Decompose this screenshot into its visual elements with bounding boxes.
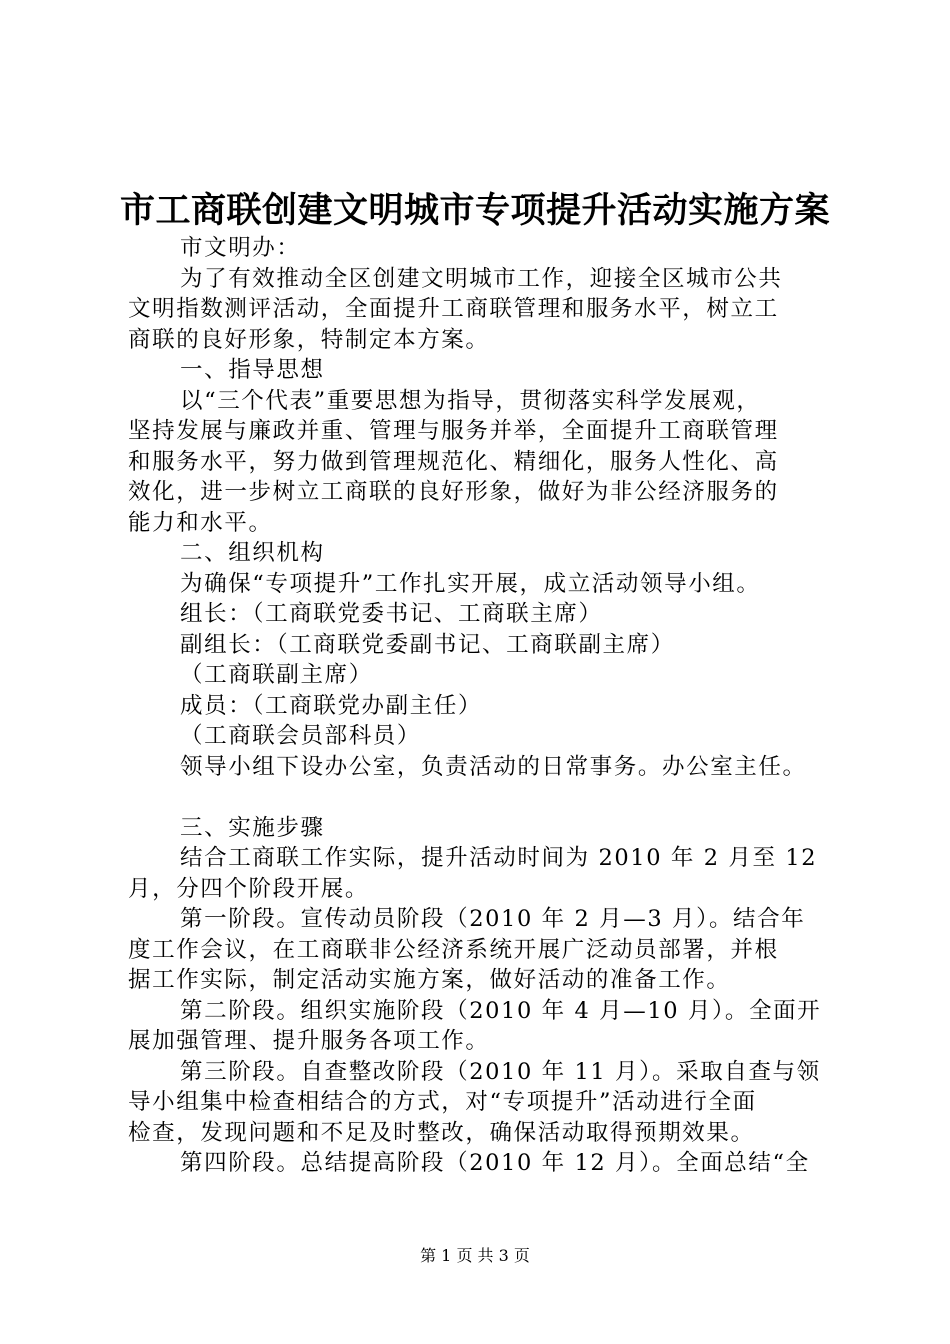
text-line: 为了有效推动全区创建文明城市工作，迎接全区城市公共 — [180, 265, 783, 292]
text-line: 月，分四个阶段开展。 — [128, 875, 370, 902]
page-footer: 第 1 页 共 3 页 — [420, 1246, 530, 1265]
text-line: 领导小组下设办公室，负责活动的日常事务。办公室主任。 — [180, 753, 807, 780]
text-line: 和服务水平，努力做到管理规范化、精细化，服务人性化、高 — [128, 448, 779, 475]
text-line: 结合工商联工作实际，提升活动时间为 2010 年 2 月至 12 — [180, 845, 818, 871]
text-line: 度工作会议，在工商联非公经济系统开展广泛动员部署，并根 — [128, 936, 779, 963]
text-line: 第四阶段。总结提高阶段（2010 年 12 月）。全面总结“全 — [180, 1150, 810, 1176]
text-line: （工商联会员部科员） — [180, 723, 422, 749]
text-line: 第二阶段。组织实施阶段（2010 年 4 月—10 月）。全面开 — [180, 997, 822, 1024]
document-title: 市工商联创建文明城市专项提升活动实施方案 — [119, 190, 830, 231]
text-line: 市文明办： — [180, 235, 301, 261]
text-line: 副组长：（工商联党委副书记、工商联副主席） — [180, 631, 675, 658]
text-line: （工商联副主席） — [180, 662, 373, 688]
text-line: 能力和水平。 — [128, 509, 273, 536]
text-line: 组长：（工商联党委书记、工商联主席） — [180, 601, 603, 627]
text-line: 展加强管理、提升服务各项工作。 — [128, 1028, 490, 1054]
text-line: 一、指导思想 — [180, 357, 325, 383]
document-body — [128, 233, 834, 1179]
text-line: 商联的良好形象，特制定本方案。 — [128, 326, 490, 353]
text-line: 二、组织机构 — [180, 540, 325, 566]
text-line: 成员：（工商联党办副主任） — [180, 692, 483, 719]
text-line: 坚持发展与廉政并重、管理与服务并举，全面提升工商联管理 — [128, 418, 779, 444]
blank-line — [128, 782, 834, 813]
text-line: 效化，进一步树立工商联的良好形象，做好为非公经济服务的 — [128, 479, 779, 505]
text-line: 导小组集中检查相结合的方式，对“专项提升”活动进行全面 — [128, 1089, 757, 1115]
text-line: 为确保“专项提升”工作扎实开展，成立活动领导小组。 — [180, 570, 761, 597]
text-line: 三、实施步骤 — [180, 814, 325, 841]
text-line: 第一阶段。宣传动员阶段（2010 年 2 月—3 月）。结合年 — [180, 906, 806, 932]
text-line: 以“三个代表”重要思想为指导，贯彻落实科学发展观， — [180, 387, 761, 414]
text-line: 文明指数测评活动，全面提升工商联管理和服务水平，树立工 — [128, 296, 779, 322]
text-line: 据工作实际，制定活动实施方案，做好活动的准备工作。 — [128, 967, 731, 993]
text-line: 第三阶段。自查整改阶段（2010 年 11 月）。采取自查与领 — [180, 1058, 821, 1085]
text-line: 检查，发现问题和不足及时整改，确保活动取得预期效果。 — [128, 1119, 755, 1146]
